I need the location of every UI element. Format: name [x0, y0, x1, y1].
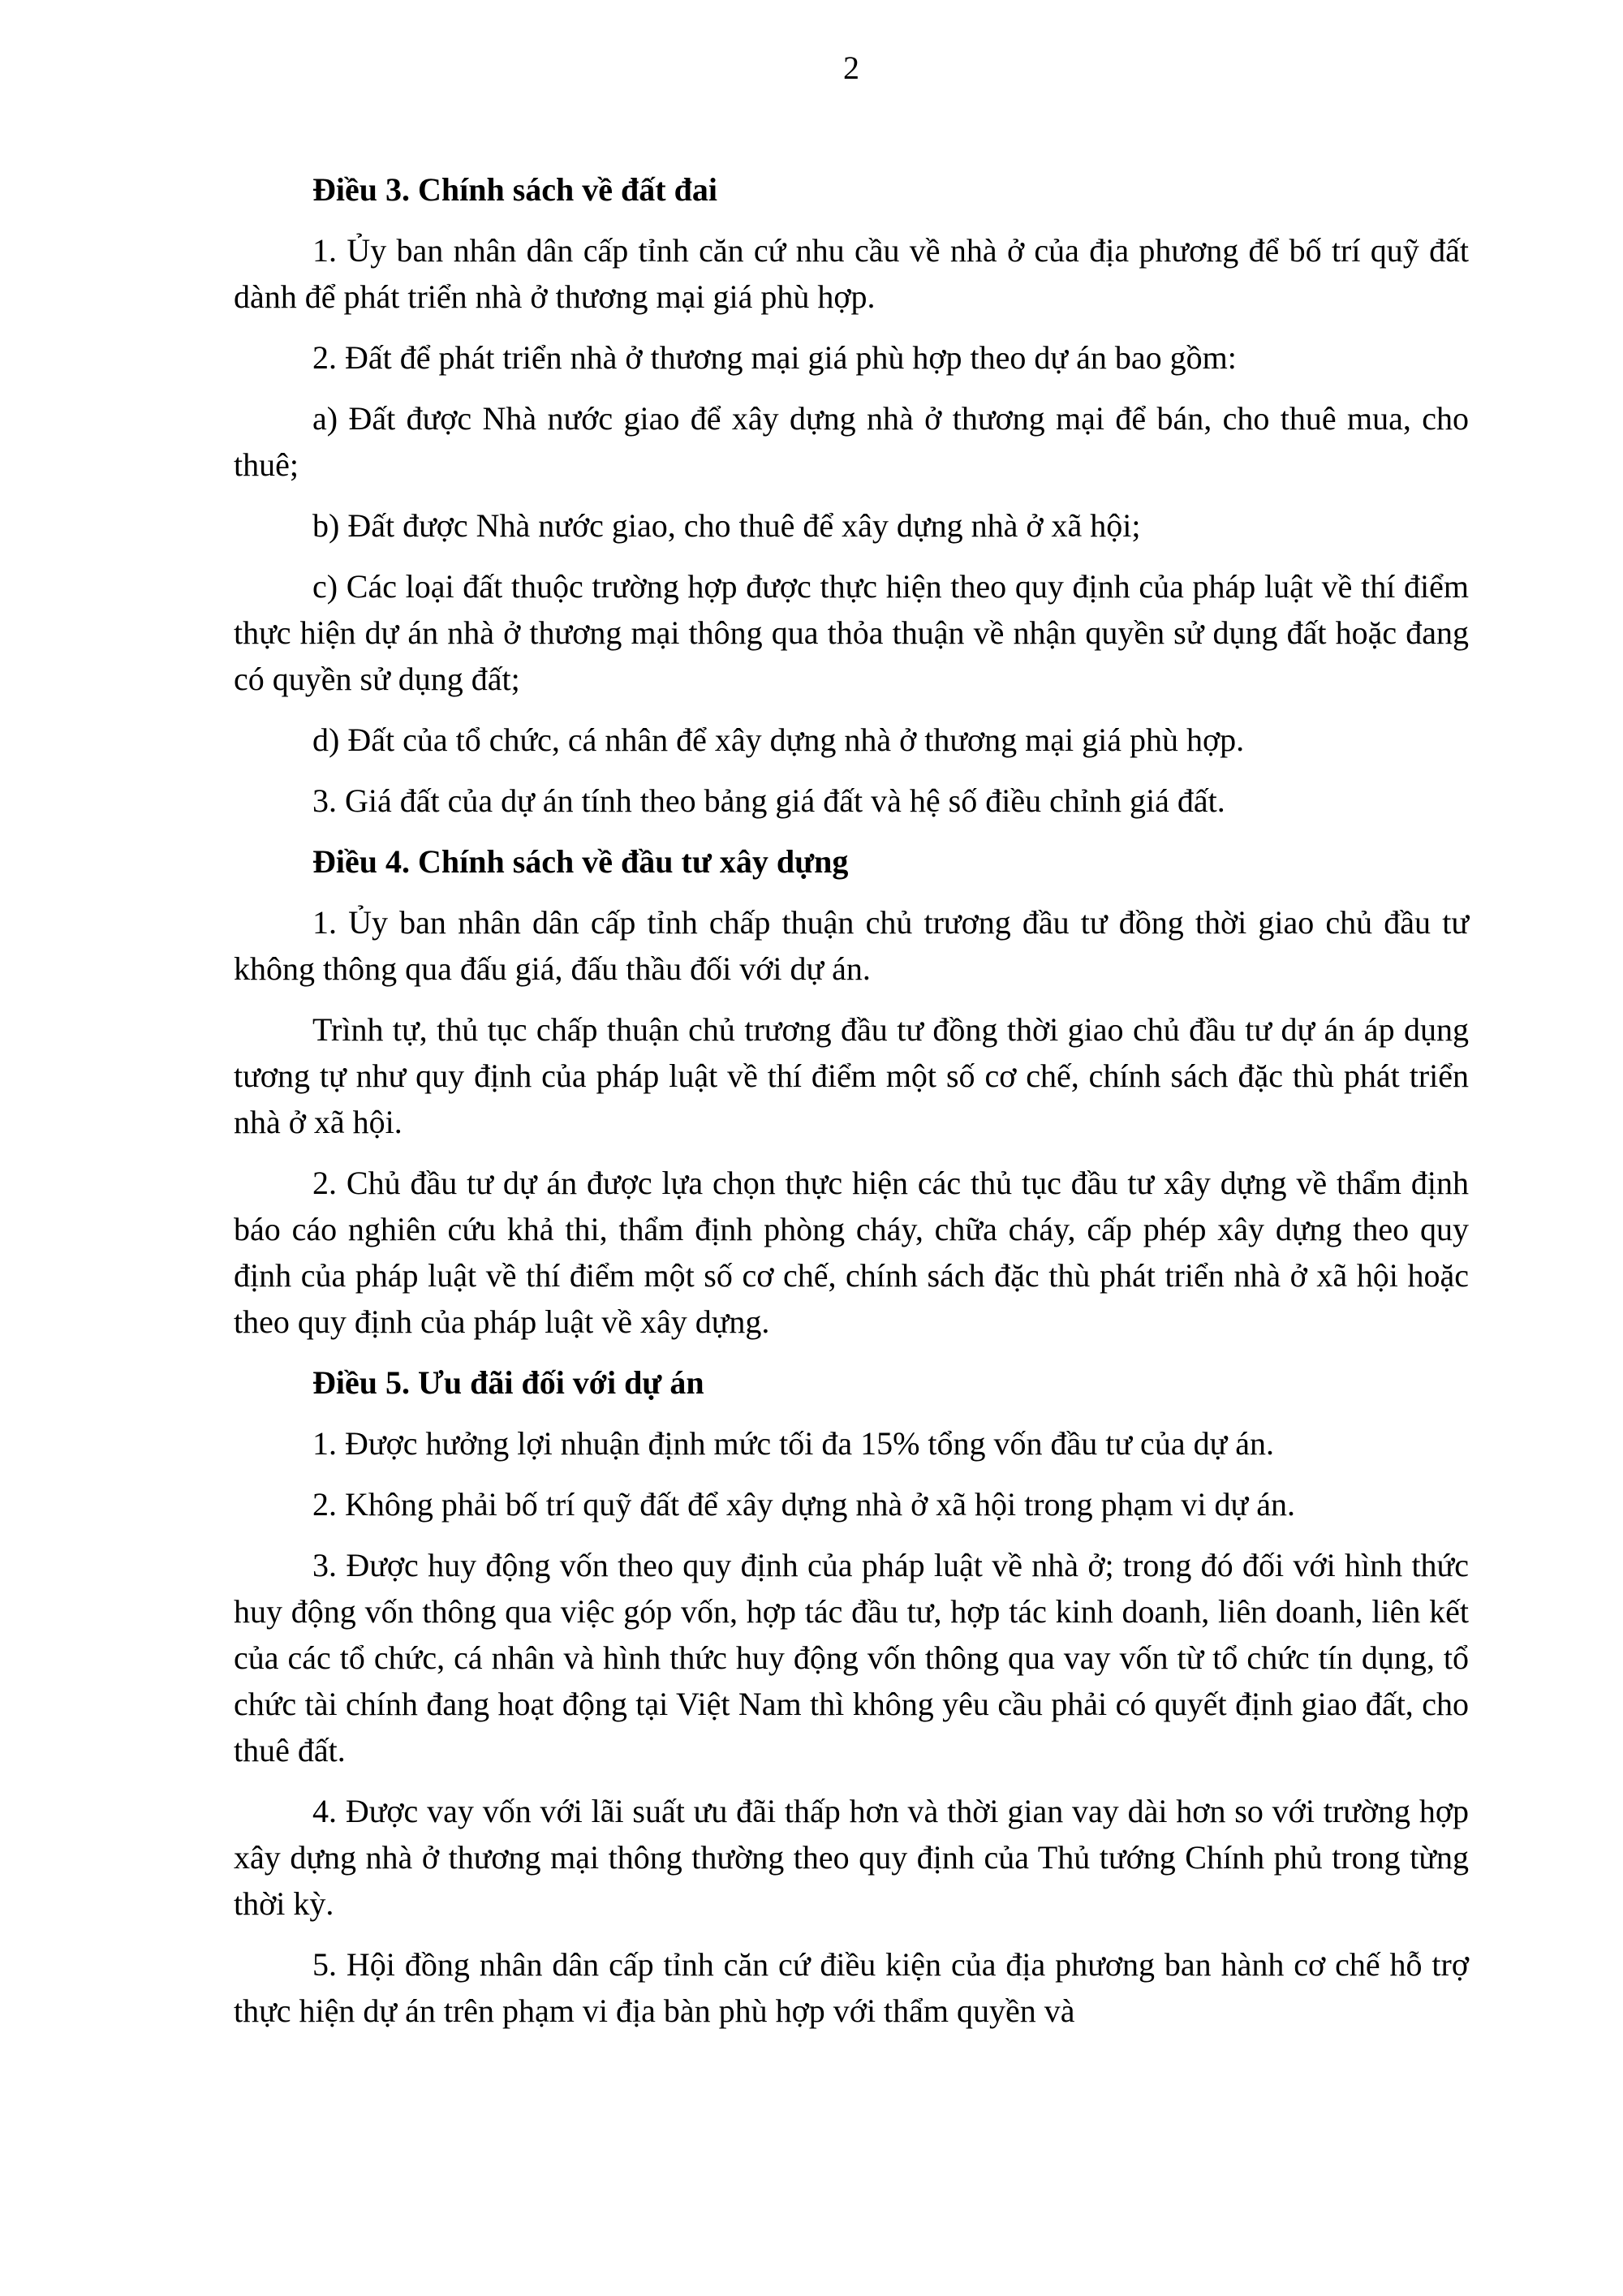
- paragraph: a) Đất được Nhà nước giao để xây dựng nhà ở thương mại để bán, cho thuê mua, cho thuê;: [234, 400, 1469, 483]
- page-number: 2: [843, 50, 859, 86]
- article-heading-dieu-3: Điều 3. Chính sách về đất đai: [312, 171, 717, 208]
- paragraph: 1. Ủy ban nhân dân cấp tỉnh căn cứ nhu cầu về nhà ở của địa phương để bố trí quỹ đất dành để phát triển nhà ở thương mại giá phù hợp.: [234, 232, 1469, 315]
- paragraph: Trình tự, thủ tục chấp thuận chủ trương đầu tư đồng thời giao chủ đầu tư dự án áp dụng tương tự như quy định của pháp luật về thí điểm một số cơ chế, chính sách đặc thù phát triển nhà ở xã hội.: [234, 1011, 1469, 1140]
- paragraph: 3. Được huy động vốn theo quy định của pháp luật về nhà ở; trong đó đối với hình thức huy động vốn thông qua việc góp vốn, hợp tác đầu tư, hợp tác kinh doanh, liên doanh, liên kết của các tổ chức, cá nhân và hình thức huy động vốn thông qua vay vốn từ tổ chức tín dụng, tổ chức tài chính đang hoạt động tại Việt Nam thì không yêu cầu phải có quyết định giao đất, cho thuê đất.: [234, 1547, 1469, 1768]
- paragraph: 2. Chủ đầu tư dự án được lựa chọn thực hiện các thủ tục đầu tư xây dựng về thẩm định báo cáo nghiên cứu khả thi, thẩm định phòng cháy, chữa cháy, cấp phép xây dựng theo quy định của pháp luật về thí điểm một số cơ chế, chính sách đặc thù phát triển nhà ở xã hội hoặc theo quy định của pháp luật về xây dựng.: [234, 1165, 1469, 1340]
- paragraph: 2. Đất để phát triển nhà ở thương mại giá phù hợp theo dự án bao gồm:: [312, 339, 1237, 376]
- paragraph: d) Đất của tổ chức, cá nhân để xây dựng nhà ở thương mại giá phù hợp.: [312, 722, 1245, 758]
- paragraph: 5. Hội đồng nhân dân cấp tỉnh căn cứ điều kiện của địa phương ban hành cơ chế hỗ trợ thực hiện dự án trên phạm vi địa bàn phù hợp với thẩm quyền và: [234, 1946, 1469, 2029]
- paragraph: 2. Không phải bố trí quỹ đất để xây dựng nhà ở xã hội trong phạm vi dự án.: [312, 1486, 1295, 1523]
- article-heading-dieu-5: Điều 5. Ưu đãi đối với dự án: [312, 1364, 704, 1401]
- paragraph: 1. Ủy ban nhân dân cấp tỉnh chấp thuận chủ trương đầu tư đồng thời giao chủ đầu tư không thông qua đấu giá, đấu thầu đối với dự án.: [234, 904, 1469, 987]
- paragraph: 4. Được vay vốn với lãi suất ưu đãi thấp hơn và thời gian vay dài hơn so với trường hợp xây dựng nhà ở thương mại thông thường theo quy định của Thủ tướng Chính phủ trong từng thời kỳ.: [234, 1793, 1469, 1922]
- paragraph: b) Đất được Nhà nước giao, cho thuê để xây dựng nhà ở xã hội;: [312, 507, 1141, 544]
- paragraph: 3. Giá đất của dự án tính theo bảng giá đất và hệ số điều chỉnh giá đất.: [312, 782, 1225, 819]
- article-heading-dieu-4: Điều 4. Chính sách về đầu tư xây dựng: [312, 843, 849, 880]
- paragraph: 1. Được hưởng lợi nhuận định mức tối đa 15% tổng vốn đầu tư của dự án.: [312, 1425, 1274, 1462]
- paragraph: c) Các loại đất thuộc trường hợp được thực hiện theo quy định của pháp luật về thí điểm thực hiện dự án nhà ở thương mại thông qua thỏa thuận về nhận quyền sử dụng đất hoặc đang có quyền sử dụng đất;: [234, 568, 1469, 697]
